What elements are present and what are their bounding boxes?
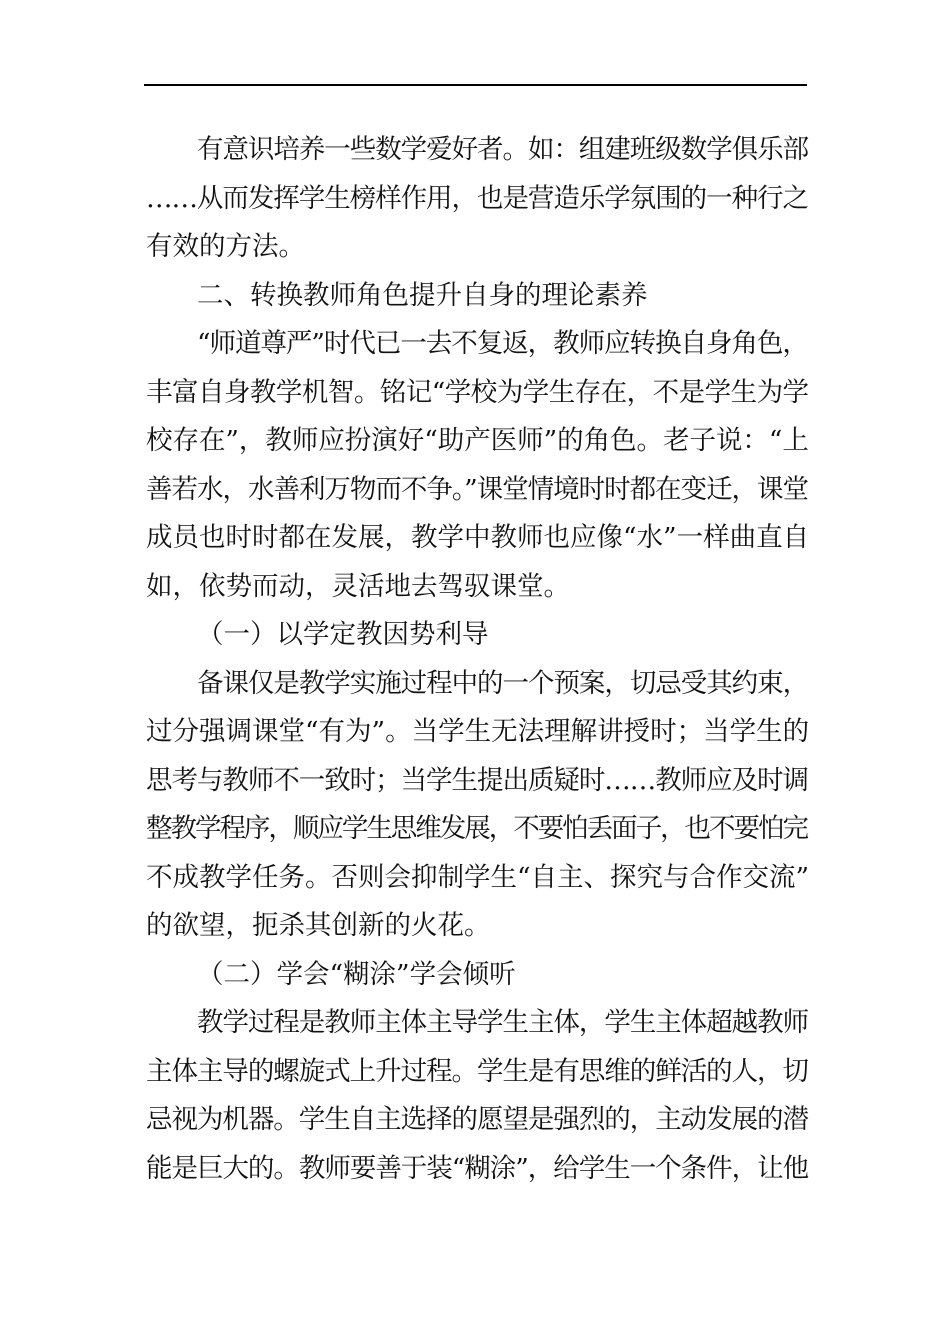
text-line: 的欲望，扼杀其创新的火花。 — [146, 910, 491, 941]
text-line: 不成教学任务。否则会抑制学生“自主、探究与合作交流” — [146, 861, 810, 893]
text-line: 有效的方法。 — [146, 231, 305, 262]
text-line: 善若水，水善利万物而不争。”课堂情境时时都在变迁，课堂 — [146, 473, 809, 505]
header-rule — [144, 84, 807, 86]
text-line: 校存在”，教师应扮演好“助产医师”的角色。老子说：“上 — [146, 425, 809, 456]
text-line: 主体主导的螺旋式上升过程。学生是有思维的鲜活的人，切 — [146, 1055, 808, 1087]
text-line: 备课仅是教学实施过程中的一个预案，切忌受其约束， — [197, 667, 809, 699]
text-line: 成员也时时都在发展，教学中教师也应像“水”一样曲直自 — [146, 522, 810, 553]
text-line: 整教学程序，顺应学生思维发展，不要怕丢面子，也不要怕完 — [146, 813, 807, 844]
document-body — [146, 126, 809, 1193]
text-line: （二）学会“糊涂”学会倾听 — [197, 958, 516, 990]
text-line: 有意识培养一些数学爱好者。如：组建班级数学俱乐部 — [197, 134, 809, 165]
text-line: 思考与教师不一致时；当学生提出质疑时……教师应及时调 — [146, 764, 808, 796]
text-line: 二、转换教师角色提升自身的理论素养 — [197, 279, 648, 311]
text-line: 过分强调课堂“有为”。当学生无法理解讲授时；当学生的 — [146, 716, 810, 747]
text-line: 丰富自身教学机智。铭记“学校为学生存在，不是学生为学 — [146, 376, 809, 408]
text-line: （一）以学定教因势利导 — [197, 619, 489, 650]
text-line: 如，依势而动，灵活地去驾驭课堂。 — [146, 570, 570, 602]
text-line: 忌视为机器。学生自主选择的愿望是强烈的，主动发展的潜 — [146, 1104, 808, 1135]
text-line: 能是巨大的。教师要善于装“糊涂”，给学生一个条件，让他 — [146, 1152, 809, 1184]
text-line: 教学过程是教师主体主导学生主体，学生主体超越教师 — [197, 1007, 809, 1038]
text-line: “师道尊严”时代已一去不复返，教师应转换自身角色， — [197, 328, 808, 359]
text-line: ……从而发挥学生榜样作用，也是营造乐学氛围的一种行之 — [146, 182, 808, 214]
